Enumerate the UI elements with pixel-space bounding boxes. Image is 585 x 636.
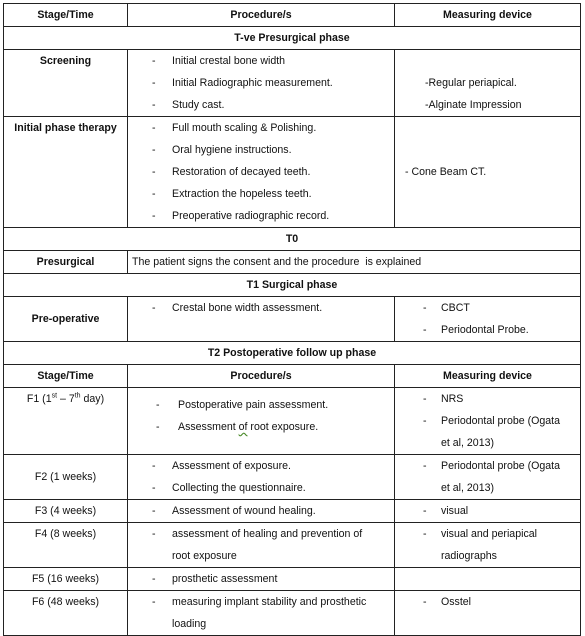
device-item: -Alginate Impression (425, 99, 522, 111)
header-procedure-2: Procedure/s (128, 365, 395, 388)
device-item: -Regular periapical. (425, 77, 517, 89)
device-item: - Periodontal Probe. (423, 324, 529, 336)
phase-row-t2 (4, 342, 581, 365)
phase-title-t-ve: T-ve Presurgical phase (4, 27, 581, 50)
list-item: - Full mouth scaling & Polishing. (152, 122, 317, 134)
phase-title-t1: T1 Surgical phase (4, 274, 581, 297)
header-row-2 (4, 365, 581, 388)
list-item-cont: loading (172, 618, 207, 630)
stage-f1: F1 (1st – 7th day) (4, 388, 128, 455)
list-item: - Crestal bone width assessment. (152, 302, 323, 314)
stage-preoperative: Pre-operative (4, 297, 128, 342)
protocol-table (3, 3, 581, 636)
procedure-cell-preoperative (128, 297, 395, 342)
list-item: - Assessment of wound healing. (152, 505, 316, 517)
device-item: - visual and periapical (423, 528, 537, 540)
procedure-cell-initial-phase (128, 117, 395, 228)
device-cell-f6 (395, 591, 581, 636)
table-row-f2 (4, 455, 581, 500)
header-device: Measuring device (395, 4, 581, 27)
list-item: - Initial Radiographic measurement. (152, 77, 333, 89)
device-cell-f3 (395, 500, 581, 523)
stage-initial-phase: Initial phase therapy (4, 117, 128, 228)
table-row-f1 (4, 388, 581, 455)
header-stage-2: Stage/Time (4, 365, 128, 388)
device-item: - Periodontal probe (Ogata (423, 415, 560, 427)
stage-f3: F3 (4 weeks) (4, 500, 128, 523)
device-cell-initial-phase (395, 117, 581, 228)
stage-f2: F2 (1 weeks) (4, 455, 128, 500)
procedure-cell-f2 (128, 455, 395, 500)
stage-f6: F6 (48 weeks) (4, 591, 128, 636)
list-item: - Oral hygiene instructions. (152, 144, 292, 156)
device-item-cont: et al, 2013) (441, 437, 495, 449)
procedure-cell-f6 (128, 591, 395, 636)
header-row (4, 4, 581, 27)
table-row-f6 (4, 591, 581, 636)
presurgical-text: The patient signs the consent and the procedure is explained (128, 251, 581, 274)
list-item-cont: root exposure (172, 550, 237, 562)
device-cell-f1 (395, 388, 581, 455)
device-item: - CBCT (423, 302, 470, 314)
table-row-screening (4, 50, 581, 117)
list-item: - Preoperative radiographic record. (152, 210, 330, 222)
table-row-presurgical (4, 251, 581, 274)
device-item: - visual (423, 505, 469, 517)
device-item: - Periodontal probe (Ogata (423, 460, 560, 472)
stage-screening: Screening (4, 50, 128, 117)
procedure-cell-f3 (128, 500, 395, 523)
list-item: - assessment of healing and prevention of (152, 528, 363, 540)
device-cell-preoperative (395, 297, 581, 342)
phase-row-t-ve (4, 27, 581, 50)
list-item: - Assessment of root exposure. (156, 421, 319, 433)
device-cell-f5 (395, 568, 581, 591)
device-cell-f4 (395, 523, 581, 568)
device-item: - Osstel (423, 596, 472, 608)
procedure-cell-screening (128, 50, 395, 117)
table-row-f3 (4, 500, 581, 523)
table-row-initial-phase (4, 117, 581, 228)
stage-f4: F4 (8 weeks) (4, 523, 128, 568)
header-procedure: Procedure/s (128, 4, 395, 27)
device-cell-f2 (395, 455, 581, 500)
table-row-preoperative (4, 297, 581, 342)
header-device-2: Measuring device (395, 365, 581, 388)
header-stage: Stage/Time (4, 4, 128, 27)
device-item-cont: et al, 2013) (441, 482, 495, 494)
list-item: - Initial crestal bone width (152, 55, 286, 67)
list-item: - Extraction the hopeless teeth. (152, 188, 312, 200)
device-item-cont: radiographs (441, 550, 497, 562)
list-item: - Restoration of decayed teeth. (152, 166, 311, 178)
list-item: - Postoperative pain assessment. (156, 399, 329, 411)
phase-title-t0: T0 (4, 228, 581, 251)
phase-row-t1 (4, 274, 581, 297)
list-item: - Study cast. (152, 99, 225, 111)
device-item: - Cone Beam CT. (405, 166, 487, 178)
phase-title-t2: T2 Postoperative follow up phase (4, 342, 581, 365)
procedure-cell-f5 (128, 568, 395, 591)
procedure-cell-f4 (128, 523, 395, 568)
table-row-f5 (4, 568, 581, 591)
device-item: - NRS (423, 393, 464, 405)
stage-f5: F5 (16 weeks) (4, 568, 128, 591)
procedure-cell-f1 (128, 388, 395, 455)
list-item: - Collecting the questionnaire. (152, 482, 306, 494)
protocol-table-container (3, 3, 580, 636)
list-item: - Assessment of exposure. (152, 460, 291, 472)
list-item: - measuring implant stability and prosthetic (152, 596, 367, 608)
phase-row-t0 (4, 228, 581, 251)
table-row-f4 (4, 523, 581, 568)
list-item: - prosthetic assessment (152, 573, 278, 585)
device-cell-screening (395, 50, 581, 117)
stage-presurgical: Presurgical (4, 251, 128, 274)
